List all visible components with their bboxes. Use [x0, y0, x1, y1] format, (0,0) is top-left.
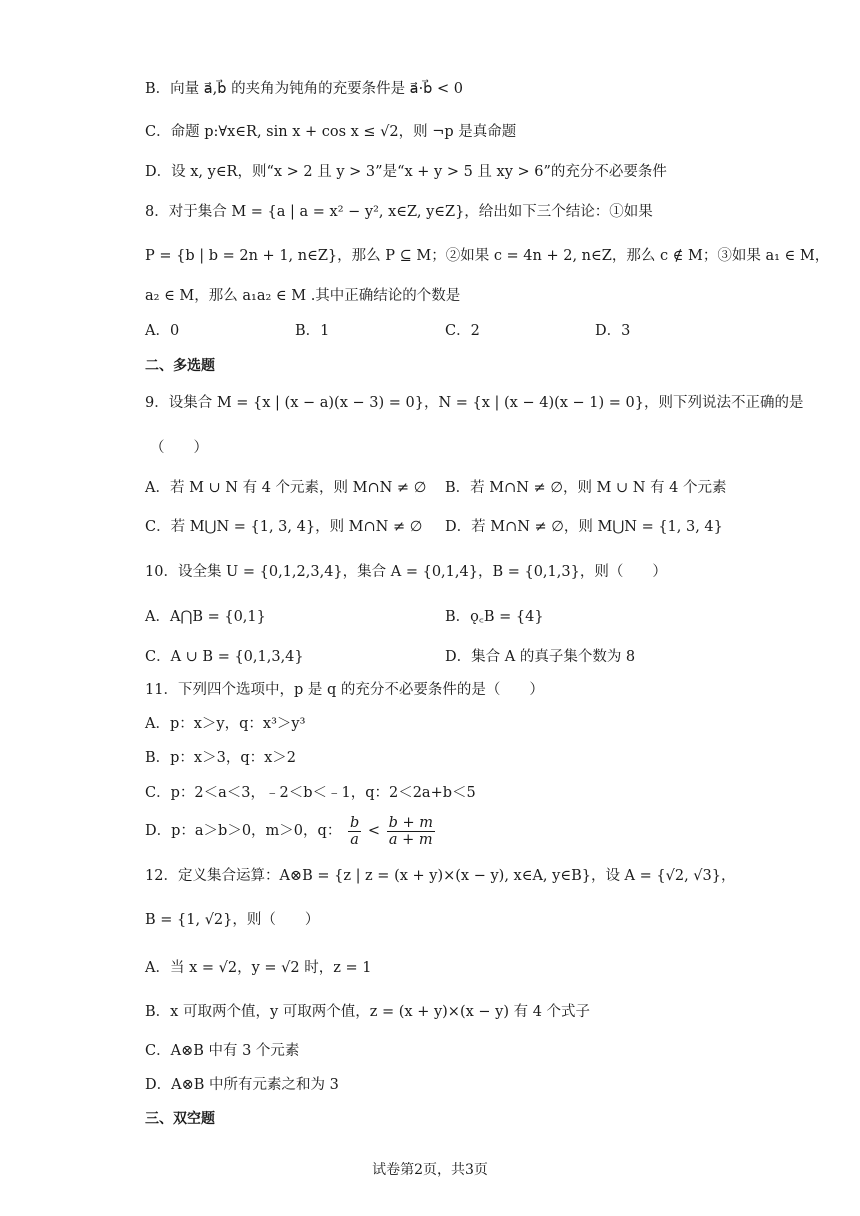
q9-stem: 9．设集合 M = {x | (x − a)(x − 3) = 0}，N = {x | (x − 4)(x − 1) = 0}，则下列说法不正确的是: [145, 395, 804, 411]
q9-option-b: B．若 M∩N ≠ ∅，则 M ∪ N 有 4 个元素: [445, 480, 727, 496]
q9-option-c: C．若 M⋃N = {1, 3, 4}，则 M∩N ≠ ∅: [145, 519, 423, 535]
fraction-numerator: b: [349, 814, 360, 831]
q12-option-c: C．A⊗B 中有 3 个元素: [145, 1043, 300, 1059]
q10-option-b: B．ǫ꜀B = {4}: [445, 609, 544, 625]
q7-option-d: D．设 x, y∈R，则“x > 2 且 y > 3”是“x + y > 5 且 xy > 6”的充分不必要条件: [145, 164, 667, 180]
q9-answer-paren: （ ）: [150, 440, 208, 456]
fraction-bm-over-am: [387, 815, 435, 848]
q11-option-d: [145, 814, 437, 848]
q8-stem-line1: 8．对于集合 M = {a | a = x² − y², x∈Z, y∈Z}，给出如下三个结论：①如果: [145, 204, 653, 220]
q8-option-d: D．3: [595, 323, 631, 339]
q11-option-c: C．p：2＜a＜3，﹣2＜b＜﹣1，q：2＜2a+b＜5: [145, 785, 476, 801]
q10-option-a: A．A⋂B = {0,1}: [145, 609, 266, 625]
q12-option-d: D．A⊗B 中所有元素之和为 3: [145, 1077, 339, 1093]
q8-option-a: A．0: [145, 323, 180, 339]
q12-stem-line2: B = {1, √2}，则（ ）: [145, 912, 320, 928]
q10-stem: 10．设全集 U = {0,1,2,3,4}，集合 A = {0,1,4}，B = {0,1,3}，则（ ）: [145, 564, 667, 580]
fraction-denominator: a + m: [388, 831, 433, 848]
q7-option-b: B．向量 a⃗,b⃗ 的夹角为钝角的充要条件是 a⃗·b⃗ < 0: [145, 81, 463, 97]
q11-option-a: A．p：x＞y，q：x³＞y³: [145, 716, 306, 732]
q12-option-a: A．当 x = √2，y = √2 时，z = 1: [145, 960, 372, 976]
fraction-numerator: b + m: [388, 814, 434, 831]
q10-option-c: C．A ∪ B = {0,1,3,4}: [145, 649, 304, 665]
section-heading-double-blank: 三、双空题: [145, 1111, 215, 1127]
q10-option-d: D．集合 A 的真子集个数为 8: [445, 649, 636, 665]
fraction-denominator: a: [350, 831, 359, 848]
q7-option-c: C．命题 p:∀x∈R, sin x + cos x ≤ √2，则 ¬p 是真命题: [145, 124, 517, 140]
q12-stem: 12．定义集合运算：A⊗B = {z | z = (x + y)×(x − y), x∈A, y∈B}，设 A = {√2, √3}，: [145, 868, 736, 884]
q8-stem-line2: P = {b | b = 2n + 1, n∈Z}，那么 P ⊆ M；②如果 c = 4n + 2, n∈Z，那么 c ∉ M；③如果 a₁ ∈ M，: [145, 248, 830, 264]
q8-option-c: C．2: [445, 323, 480, 339]
fraction-b-over-a: [348, 815, 361, 848]
q9-option-a: A．若 M ∪ N 有 4 个元素，则 M∩N ≠ ∅: [145, 480, 427, 496]
q8-option-b: B．1: [295, 323, 330, 339]
less-than-sign: <: [367, 823, 380, 839]
q11-option-b: B．p：x＞3，q：x＞2: [145, 750, 297, 766]
q11-stem: 11．下列四个选项中，p 是 q 的充分不必要条件的是（ ）: [145, 682, 544, 698]
q12-option-b: B．x 可取两个值，y 可取两个值，z = (x + y)×(x − y) 有 4 个式子: [145, 1004, 591, 1020]
q9-option-d: D．若 M∩N ≠ ∅，则 M⋃N = {1, 3, 4}: [445, 519, 723, 535]
q8-stem-line3: a₂ ∈ M，那么 a₁a₂ ∈ M .其中正确结论的个数是: [145, 288, 461, 304]
q11-option-d-prefix: D．p：a＞b＞0，m＞0，q：: [145, 823, 342, 839]
section-heading-multi-choice: 二、多选题: [145, 358, 215, 374]
page-footer: 试卷第2页，共3页: [372, 1162, 488, 1178]
